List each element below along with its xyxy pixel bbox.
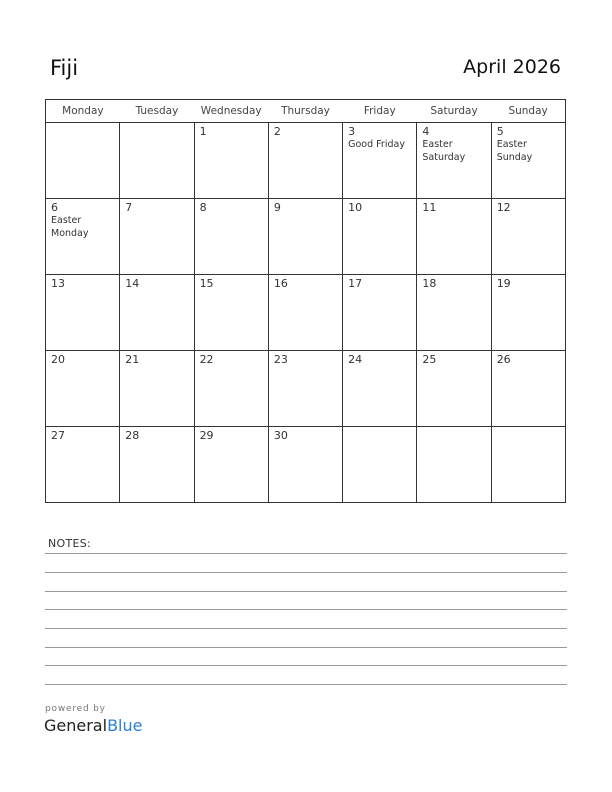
generalblue-logo[interactable]	[44, 716, 142, 735]
day-number: 27	[51, 429, 65, 442]
calendar-day-cell	[194, 351, 268, 427]
day-number: 29	[199, 429, 214, 442]
weekday-wednesday: Wednesday	[194, 100, 268, 123]
calendar-day-cell	[491, 199, 565, 275]
calendar-day-cell	[194, 123, 268, 199]
notes-line	[45, 665, 567, 666]
day-number: 15	[199, 277, 214, 290]
calendar-day-cell	[46, 275, 120, 351]
calendar-week-row	[46, 351, 566, 427]
calendar-week-row	[46, 199, 566, 275]
calendar-day-cell	[120, 123, 194, 199]
day-number: 4	[422, 125, 430, 138]
notes-line	[45, 647, 567, 648]
calendar-day-cell	[268, 275, 342, 351]
calendar-day-cell	[46, 199, 120, 275]
calendar-day-cell	[491, 427, 565, 503]
day-number: 25	[422, 353, 437, 366]
calendar-day-cell	[417, 351, 491, 427]
day-number: 24	[348, 353, 363, 366]
weekday-sunday: Sunday	[491, 100, 565, 123]
day-number: 17	[348, 277, 363, 290]
calendar-day-cell	[194, 199, 268, 275]
country-title: Fiji	[50, 56, 79, 80]
brand-general-text: General	[44, 716, 108, 735]
calendar-day-cell	[417, 123, 491, 199]
day-number: 16	[273, 277, 288, 290]
calendar-day-cell	[491, 123, 565, 199]
calendar-day-cell	[120, 351, 194, 427]
calendar-day-cell	[491, 275, 565, 351]
weekday-monday: Monday	[46, 100, 120, 123]
weekday-thursday: Thursday	[268, 100, 342, 123]
day-number: 22	[199, 353, 214, 366]
day-number: 8	[199, 201, 207, 214]
weekday-header-row	[46, 100, 566, 123]
day-number: 30	[273, 429, 288, 442]
calendar-week-row	[46, 427, 566, 503]
day-number: 20	[51, 353, 65, 366]
notes-label: NOTES:	[48, 537, 92, 550]
day-number: 10	[348, 201, 363, 214]
calendar-day-cell	[343, 199, 417, 275]
holiday-label: Easter Monday	[51, 215, 89, 239]
holiday-label: Good Friday	[348, 139, 405, 150]
day-number: 14	[125, 277, 140, 290]
calendar-week-row	[46, 123, 566, 199]
day-number: 21	[125, 353, 140, 366]
calendar-day-cell	[120, 427, 194, 503]
calendar-day-cell	[194, 275, 268, 351]
weekday-friday: Friday	[343, 100, 417, 123]
powered-by-text: powered by	[45, 704, 106, 714]
day-number: 12	[496, 201, 511, 214]
calendar-day-cell	[417, 199, 491, 275]
calendar-day-cell	[46, 427, 120, 503]
weekday-tuesday: Tuesday	[120, 100, 194, 123]
day-number: 2	[273, 125, 281, 138]
day-number: 13	[51, 277, 65, 290]
day-number: 19	[496, 277, 511, 290]
day-number: 18	[422, 277, 437, 290]
day-number: 26	[496, 353, 511, 366]
calendar-day-cell	[417, 275, 491, 351]
notes-line	[45, 553, 567, 554]
day-number: 7	[125, 201, 133, 214]
day-number: 23	[273, 353, 288, 366]
calendar-day-cell	[343, 275, 417, 351]
weekday-saturday: Saturday	[417, 100, 491, 123]
notes-line	[45, 572, 567, 573]
calendar-day-cell	[343, 427, 417, 503]
notes-line	[45, 684, 567, 685]
calendar-day-cell	[120, 199, 194, 275]
day-number: 28	[125, 429, 140, 442]
day-number: 9	[273, 201, 281, 214]
calendar-grid	[45, 99, 566, 503]
calendar-day-cell	[417, 427, 491, 503]
brand-blue-text: Blue	[107, 716, 143, 735]
notes-line	[45, 628, 567, 629]
notes-line	[45, 591, 567, 592]
calendar-day-cell	[46, 123, 120, 199]
month-year-title: April 2026	[463, 56, 561, 78]
holiday-label: Easter Sunday	[496, 139, 533, 163]
notes-line	[45, 609, 567, 610]
calendar-day-cell	[120, 275, 194, 351]
day-number: 1	[199, 125, 207, 138]
calendar-day-cell	[268, 427, 342, 503]
holiday-label: Easter Saturday	[422, 139, 466, 163]
calendar-day-cell	[491, 351, 565, 427]
calendar-day-cell	[46, 351, 120, 427]
calendar-day-cell	[343, 351, 417, 427]
calendar-day-cell	[268, 123, 342, 199]
calendar-day-cell	[268, 199, 342, 275]
day-number: 6	[51, 201, 58, 214]
calendar-day-cell	[343, 123, 417, 199]
calendar-week-row	[46, 275, 566, 351]
day-number: 3	[348, 125, 356, 138]
calendar-day-cell	[268, 351, 342, 427]
day-number: 11	[422, 201, 437, 214]
calendar-day-cell	[194, 427, 268, 503]
day-number: 5	[496, 125, 504, 138]
